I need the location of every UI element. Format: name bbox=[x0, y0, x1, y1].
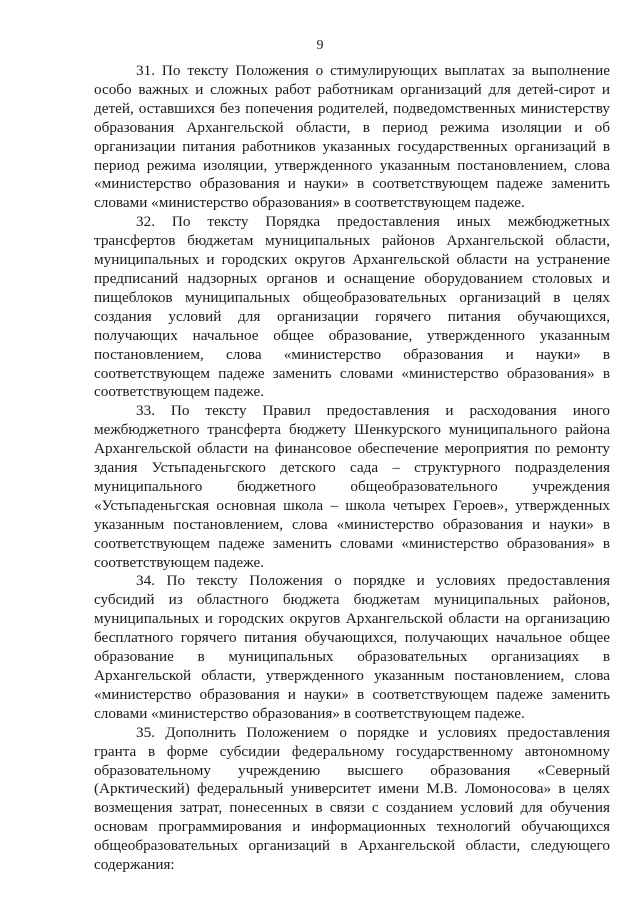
paragraph-32: 32. По тексту Порядка предоставления иных межбюджетных трансфертов бюджетам муниципальных районов Архангельской области, муниципальных и городских округов Архангельской области на устранение предписаний надзорных органов и оснащение оборудованием столовых и пищеблоков муниципальных общеобразовательных организаций в целях создания условий для организации горячего питания обучающихся, получающих начальное общее образование, утвержденного указанным постановлением, слова «министерство образования и науки» в соответствующем падеже заменить словами «министерство образования» в соответствующем падеже. bbox=[94, 213, 610, 401]
paragraph-35: 35. Дополнить Положением о порядке и условиях предоставления гранта в форме субсидии федеральному государственному автономному образовательному учреждению высшего образования «Северный (Арктический) федеральный университет имени М.В. Ломоносова» в целях возмещения затрат, понесенных в связи с созданием условий для обучения основам программирования и информационных технологий обучающихся общеобразовательных организаций в Архангельской области, следующего содержания: bbox=[94, 723, 610, 874]
paragraph-33: 33. По тексту Правил предоставления и расходования иного межбюджетного трансферта бюджету Шенкурского муниципального района Архангельской области на финансовое обеспечение мероприятия по ремонту здания Устьпаденьгского детского сада – структурного подразделения муниципального бюджетного общеобразовательного учреждения «Устьпаденьгская основная школа – школа четырех Героев», утвержденных указанным постановлением, слова «министерство образования и науки» в соответствующем падеже заменить словами «министерство образования» в соответствующем падеже. bbox=[94, 402, 610, 571]
paragraph-34: 34. По тексту Положения о порядке и условиях предоставления субсидий из областного бюджета бюджетам муниципальных районов, муниципальных и городских округов Архангельской области на организацию бесплатного горячего питания обучающихся, получающих начальное общее образование в муниципальных образовательных организациях в Архангельской области, утвержденного указанным постановлением, слова «министерство образования и науки» в соответствующем падеже заменить словами «министерство образования» в соответствующем падеже. bbox=[94, 572, 610, 722]
paragraph-31: 31. По тексту Положения о стимулирующих выплатах за выполнение особо важных и сложных работ работникам организаций для детей-сирот и детей, оставшихся без попечения родителей, подведомственных министерству образования Архангельской области, в период режима изоляции и об организации питания работников указанных государственных организаций в период режима изоляции, утвержденного указанным постановлением, слова «министерство образования и науки» в соответствующем падеже заменить словами «министерство образования» в соответствующем падеже. bbox=[94, 62, 610, 212]
document-body bbox=[94, 62, 610, 875]
page-number: 9 bbox=[316, 38, 324, 53]
